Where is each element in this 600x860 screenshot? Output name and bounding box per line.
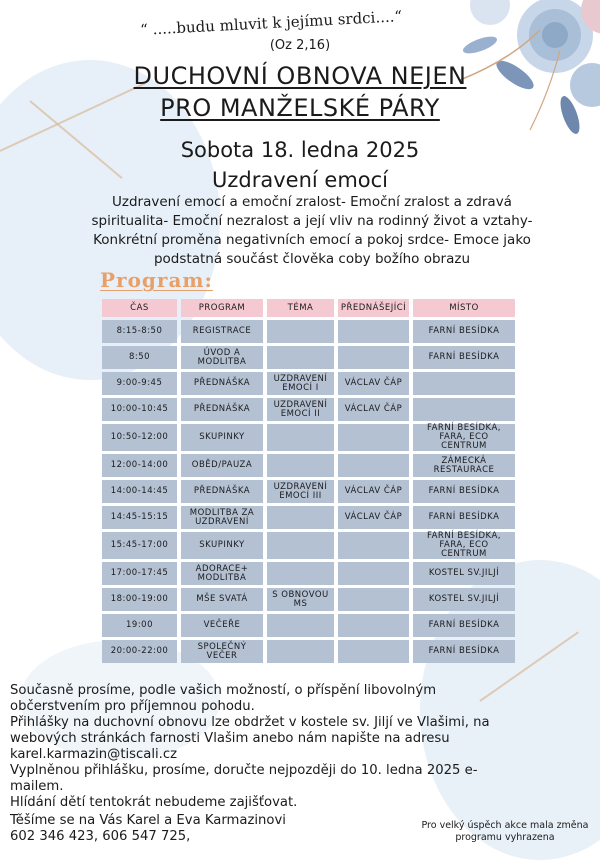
cell-topic — [267, 320, 334, 343]
deadline-text: Vyplněnou přihlášku, prosíme, doručte nejpozději do 10. ledna 2025 e-mailem. — [10, 763, 478, 794]
cell-program: SKUPINKY — [181, 532, 263, 559]
cell-place: FARNÍ BESÍDKA — [413, 614, 515, 637]
cell-time: 17:00-17:45 — [102, 562, 177, 585]
cell-program: SKUPINKY — [181, 424, 263, 451]
thanks-text: Těšíme se na Vás Karel a Eva Karmazinovi — [10, 813, 286, 828]
cell-speaker: VÁCLAV ČÁP — [338, 372, 409, 395]
cell-topic: S OBNOVOU MS — [267, 588, 334, 611]
cell-place: FARNÍ BESÍDKA — [413, 480, 515, 503]
cell-topic — [267, 506, 334, 529]
cell-topic: UZDRAVENÍ EMOCÍ I — [267, 372, 334, 395]
title-line-2: PRO MANŽELSKÉ PÁRY — [160, 94, 440, 122]
cell-place — [413, 372, 515, 395]
application-text: Přihlášky na duchovní obnovu lze obdržet v kostele sv. Jiljí ve Vlašimi, na webových stránkách farnosti Vlašim anebo nám napište na adresu — [10, 715, 490, 746]
contact-email: karel.karmazin@tiscali.cz — [10, 747, 178, 762]
cell-program: MŠE SVATÁ — [181, 588, 263, 611]
cell-place: FARNÍ BESÍDKA — [413, 640, 515, 663]
cell-program: ADORACE+ MODLITBA — [181, 562, 263, 585]
cell-place: KOSTEL SV.JILJÍ — [413, 588, 515, 611]
cell-speaker — [338, 454, 409, 477]
column-header-topic: TÉMA — [267, 299, 334, 317]
cell-topic — [267, 424, 334, 451]
cell-speaker — [338, 346, 409, 369]
cell-speaker — [338, 562, 409, 585]
cell-time: 20:00-22:00 — [102, 640, 177, 663]
cell-program: ÚVOD A MODLITBA — [181, 346, 263, 369]
cell-speaker: VÁCLAV ČÁP — [338, 506, 409, 529]
column-header-time: ČAS — [102, 299, 177, 317]
cell-place: FARNÍ BESÍDKA — [413, 346, 515, 369]
table-row — [102, 506, 515, 529]
table-row — [102, 640, 515, 663]
cell-time: 14:45-15:15 — [102, 506, 177, 529]
column-header-program: PROGRAM — [181, 299, 263, 317]
cell-speaker — [338, 424, 409, 451]
change-note: Pro velký úspěch akce mala změna programu vyhrazena — [421, 820, 589, 843]
cell-time: 10:00-10:45 — [102, 398, 177, 421]
childcare-text: Hlídání dětí tentokrát nebudeme zajišťovat. — [10, 795, 298, 810]
cell-speaker — [338, 614, 409, 637]
column-header-place: MÍSTO — [413, 299, 515, 317]
cell-time: 9:00-9:45 — [102, 372, 177, 395]
cell-program: PŘEDNÁŠKA — [181, 398, 263, 421]
cell-time: 15:45-17:00 — [102, 532, 177, 559]
cell-topic — [267, 346, 334, 369]
table-row — [102, 614, 515, 637]
cell-speaker — [338, 532, 409, 559]
cell-time: 19:00 — [102, 614, 177, 637]
table-row — [102, 398, 515, 421]
column-header-speaker: PŘEDNÁŠEJÍCÍ — [338, 299, 409, 317]
cell-topic: UZDRAVENÍ EMOCÍ II — [267, 398, 334, 421]
bible-reference: (Oz 2,16) — [269, 38, 331, 53]
cell-topic — [267, 454, 334, 477]
cell-time: 8:50 — [102, 346, 177, 369]
cell-place: FARNÍ BESÍDKA, FARA, ECO CENTRUM — [413, 532, 515, 559]
cell-program: OBĚD/PAUZA — [181, 454, 263, 477]
table-row — [102, 562, 515, 585]
cell-place: ZÁMECKÁ RESTAURACE — [413, 454, 515, 477]
cell-topic — [267, 562, 334, 585]
cell-speaker — [338, 588, 409, 611]
intro-text: Uzdravení emocí a emoční zralost- Emoční zralost a zdravá spiritualita- Emoční nezralost a její vliv na rodinný život a vztahy- Konkrétní proměna negativních emocí a pokoj srdce- Emoce jako podstatná součást člověka coby božího obrazu — [91, 194, 533, 267]
cell-time: 18:00-19:00 — [102, 588, 177, 611]
table-row — [102, 320, 515, 343]
event-subtitle: Uzdravení emocí — [212, 168, 388, 192]
cell-topic — [267, 614, 334, 637]
cell-program: VEČEŘE — [181, 614, 263, 637]
cell-place: FARNÍ BESÍDKA — [413, 506, 515, 529]
cell-time: 8:15-8:50 — [102, 320, 177, 343]
cell-program: MODLITBA ZA UZDRAVENÍ — [181, 506, 263, 529]
footer-info — [10, 683, 530, 811]
cell-place: FARNÍ BESÍDKA — [413, 320, 515, 343]
table-header-row — [102, 299, 515, 317]
cell-program: PŘEDNÁŠKA — [181, 480, 263, 503]
cell-topic — [267, 532, 334, 559]
page-title — [0, 60, 600, 124]
cell-topic — [267, 640, 334, 663]
table-row — [102, 480, 515, 503]
cell-place: FARNÍ BESÍDKA, FARA, ECO CENTRUM — [413, 424, 515, 451]
program-heading: Program: — [100, 268, 213, 292]
table-row — [102, 424, 515, 451]
table-row — [102, 372, 515, 395]
cell-time: 12:00-14:00 — [102, 454, 177, 477]
cell-time: 14:00-14:45 — [102, 480, 177, 503]
cell-program: SPOLEČNÝ VEČER — [181, 640, 263, 663]
cell-program: PŘEDNÁŠKA — [181, 372, 263, 395]
contribution-text: Současně prosíme, podle vašich možností, o příspění libovolným občerstvením pro příjemnou pohodu. — [10, 683, 437, 714]
cell-speaker: VÁCLAV ČÁP — [338, 398, 409, 421]
table-row — [102, 346, 515, 369]
program-table — [98, 296, 519, 666]
cell-program: REGISTRACE — [181, 320, 263, 343]
title-line-1: DUCHOVNÍ OBNOVA NEJEN — [133, 62, 467, 90]
cell-place: KOSTEL SV.JILJÍ — [413, 562, 515, 585]
cell-topic: UZDRAVENÍ EMOCÍ III — [267, 480, 334, 503]
signature — [10, 813, 286, 845]
phone-numbers: 602 346 423, 606 547 725, — [10, 829, 191, 844]
cell-place — [413, 398, 515, 421]
cell-speaker — [338, 640, 409, 663]
table-row — [102, 588, 515, 611]
cell-speaker: VÁCLAV ČÁP — [338, 480, 409, 503]
event-date: Sobota 18. ledna 2025 — [180, 138, 420, 162]
table-row — [102, 454, 515, 477]
bible-quote: “ .....budu mluvit k jejímu srdci....“ — [139, 7, 403, 39]
table-row — [102, 532, 515, 559]
cell-speaker — [338, 320, 409, 343]
cell-time: 10:50-12:00 — [102, 424, 177, 451]
